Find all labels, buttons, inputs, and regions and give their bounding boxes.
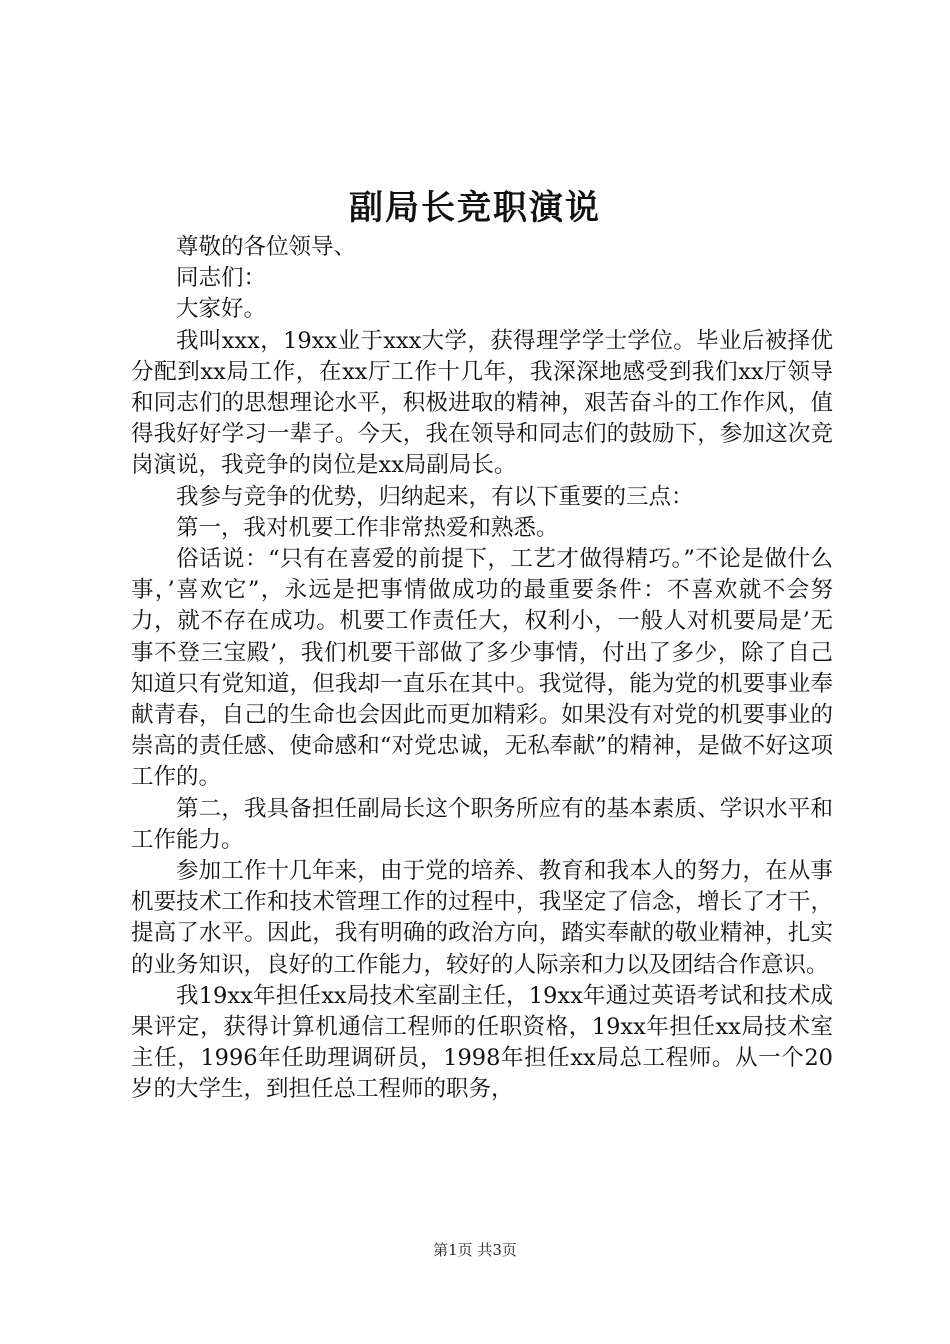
paragraph-point-one: 第一，我对机要工作非常热爱和熟悉。 [176, 514, 559, 541]
document-title: 副局长竞职演说 [349, 188, 601, 228]
paragraph-introduction: 我叫xxx，19xx业于xxx大学，获得理学学士学位。毕业后被择优分配到xx局工作，在xx厅工作十几年，我深深地感受到我们xx厅领导和同志们的思想理论水平，积极进取的精神，艰苦奋斗的工作作风，值得我好好学习一辈子。今天，我在领导和同志们的鼓励下，参加这次竞岗演说，我竞争的岗位是xx局副局长。 [131, 327, 833, 479]
salutation-comrades: 同志们： [176, 265, 267, 292]
paragraph-point-two-detail: 参加工作十几年来，由于党的培养、教育和我本人的努力，在从事机要技术工作和技术管理工作的过程中，我坚定了信念，增长了才干，提高了水平。因此，我有明确的政治方向，踏实奉献的敬业精神，扎实的业务知识，良好的工作能力，较好的人际亲和力以及团结合作意识。 [131, 858, 833, 978]
document-body [131, 232, 833, 1106]
greeting: 大家好。 [176, 296, 267, 323]
paragraph-career-history: 我19xx年担任xx局技术室副主任，19xx年通过英语考试和技术成果评定，获得计算机通信工程师的任职资格，19xx年担任xx局技术室主任，1996年任助理调研员，1998年担任xx局总工程师。从一个20岁的大学生，到担任总工程师的职务， [131, 982, 833, 1103]
paragraph-point-two: 第二，我具备担任副局长这个职务所应有的基本素质、学识水平和工作能力。 [131, 795, 833, 853]
salutation-leaders: 尊敬的各位领导、 [176, 234, 357, 260]
paragraph-point-one-detail: 俗话说：“只有在喜爱的前提下，工艺才做得精巧。”不论是做什么事，’喜欢它”，永远是把事情做成功的最重要条件：不喜欢就不会努力，就不存在成功。机要工作责任大，权利小，一般人对机要局是’无事不登三宝殿’，我们机要干部做了多少事情，付出了多少，除了自己知道只有党知道，但我却一直乐在其中。我觉得，能为党的机要事业奉献青春，自己的生命也会因此而更加精彩。如果没有对党的机要事业的崇高的责任感、使命感和“对党忠诚，无私奉献”的精神，是做不好这项工作的。 [131, 546, 833, 791]
paragraph-advantages-summary: 我参与竞争的优势，归纳起来，有以下重要的三点： [176, 483, 694, 510]
page-number-footer: 第1页 共3页 [433, 1241, 517, 1259]
